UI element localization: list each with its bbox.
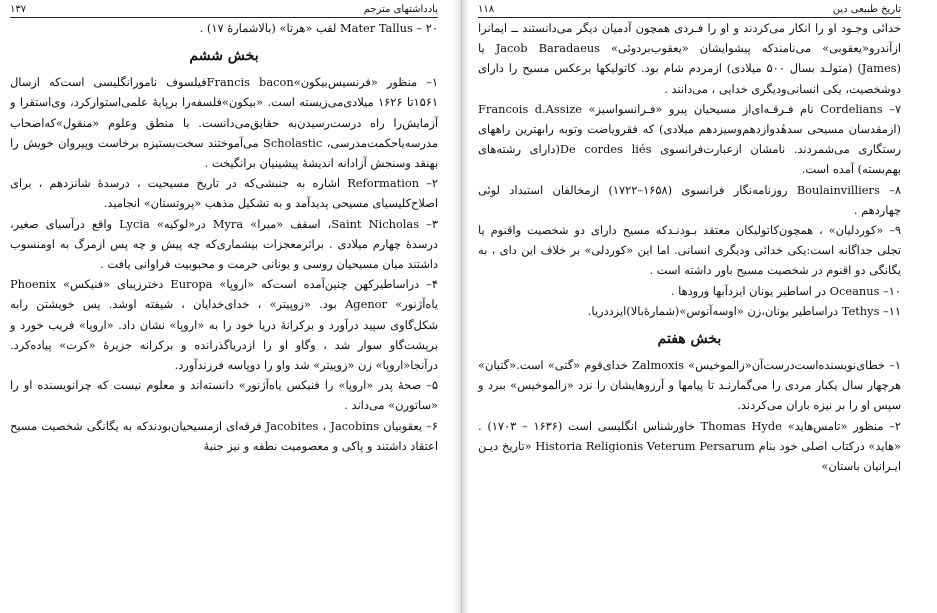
footnote-paragraph: ۶– یعقوبیان Jacobites ، Jacobins فرقه‌ای ازمسیحیان‌بودندکه به یگانگی شخصیت مسیح اعتقاد داشتند و پاکی و معصومیت نطفه و نیز جنبهٔ [10,418,438,453]
footnote-paragraph: ۳– Saint Nicholas، اسقف «میرا» Myra در«لوکیه» Lycia واقع درآسیای صغیر، درسدهٔ چهارم میلادی . براثرمعجزات بیشماری‌که چه پیش و چه پس ازمرگ به اومنسوب داشتند میان مسیحیان روسی و یونانی حرمت و محبوبیت فراوانی یافت . [10,216,438,272]
left-running-title: یادداشتهای مترجم [363,4,438,15]
right-running-title: تاریخ طبیعی دین [832,4,901,15]
footnote-paragraph: ۱۱– Tethys دراساطیر یونان،زن «اوسه‌آنوس»(شمارهٔ‌بالا)ایزددریا. [587,303,901,318]
section-heading: بخش هفتم [657,331,722,348]
footnote-paragraph: خدائی وجـود او را انکار می‌کردند و او را فـردی همچون آدمیان دیگر می‌دانستند ــ ایمانرا ازآندرو«یعقوبی» می‌نامندکه پیشوایشان «یعقوب‌بردوئی» Jacob Baradaeus یا (James) (متولـد بسال ۵۰۰ میلادی) ازمردم شام بود. کاتولیکها برعکس مسیح را دارای دوشخصیت، یکی انسانی‌ودیگری خدایی ، می‌دانند . [478,21,901,96]
left-page [0,0,452,613]
footnote-paragraph: ۹– «کوردلیان» ، همچون‌کاتولیکان معتقد بـودنـدکه مسیح دارای دو شخصیت واقنوم یا تجلی جداگانه است:یکی خدائی ودیگری انسانی. اما این «کوردلی» بر خلاف این دای ، به یگانگی دو اقنوم در شخصیت مسیح باور داشته است . [478,223,901,278]
right-page-header [478,2,901,18]
footnote-paragraph: ۴– دراساطیرکهن چنین‌آمده است‌که «اروپا» Europa دخترزیبای «فنیکس» Phoenix یاه‌آژنور» Agenor بود. «زوپیتر» ، خدای‌خدایان ، شیفته اوشد. پس خویشتن رابه شکل‌گاوی سپید درآورد و برکرانهٔ دریا خود را به «اروپا» نشان داد. «اروپا» فریب خورد و برپشت‌گاو سوار شد ، وگاو او را ازدریاگذرانده و برکرانه جزیرهٔ «کرت» پیاده‌کرد. درآنجا«اروپا» زن «زوپیتر» شد واو را دوپاسه فرزندآورد. [10,277,439,373]
footnote-paragraph: ۲– منظور «تامس‌هاید» Thomas Hyde خاورشناس انگلیسی است (۱۶۳۶ – ۱۷۰۳) . «هاید» درکتاب اصلی خود بنام Historia Religionis Veterum Persarum «تاریخ دیـن ایـرانیان باستان» [478,418,901,474]
right-page-number: ۱۱۸ [478,4,495,15]
left-page-number: ۱۳۷ [10,4,27,15]
footnote-paragraph: ۱– خطای‌نویسنده‌است‌درست‌آن‌«زالموخیس» Zalmoxis خدای‌قوم «گتی» است.«گتیان» هرچهار سال یکبار مردی را می‌گمارنـد تا پیامها و آرزوهایشان را نزد «زالموخیس» ببرد و سپس او را بر نیزه باران می‌کردند. [478,358,901,413]
footnote-paragraph: ۲۰ – Mater Tallus لقب «هرتا» (بالاشمارهٔ ۱۷) . [199,21,438,35]
section-heading: بخش ششم [189,48,259,65]
footnote-paragraph: ۲– Reformation اشاره به جنبشی‌که در تاریخ مسیحیت ، درسدهٔ شانزدهم ، برای اصلاح‌کلیسیای مسیحی پدیدآمد و به تشکیل مذهب «پروتستان» انجامید. [10,176,438,211]
footnote-paragraph: ۷– Cordelians نام فـرقـه‌ای‌از مسیحیان پیرو «فـرانسواسیز» Francois d.Assize (ازمقدسان مسیحی سدهٔدوازدهم‌وسیزدهم میلادی) که فقرویاضت وتوبه رابهترین راههای رستگاری می‌شمردند. نامشان ازعبارت‌فرانسوی De cordes liés(دارای رشته‌های بهم‌بسته) آمده است. [478,101,901,177]
footnote-paragraph: ۱۰– Oceanus در اساطیر یونان ایزدآبها ورودها . [670,283,901,298]
right-page-content [478,18,901,476]
left-page-header [10,2,438,18]
footnote-paragraph: ۱– منظور «فرنسیس‌بیکون»Francis bacon‌فیلسوف نامورانگلیسی است‌که ازسال ۱۵۶۱تا ۱۶۲۶ میلادی‌می‌زیسته است. «بیکون»فلسفه‌را برپایهٔ علمی‌استوارکرد، وی‌استقرا و آزمایش‌را راه درست‌رسیدن‌به حقایق‌می‌دانست. با منطق وعلوم «منقول»که‌اصحاب مدرسه‌یاحکمت‌مدرسی، Scholastic می‌آموختند سخت‌بستیزه برخاست وپیروان خویش را بهنقد وسنجش آزادانه اندیشهٔ پیشینیان برانگیخت . [10,75,439,171]
footnote-paragraph: ۵– صحهٔ پدر «اروپا» را فنیکس یاه‌آژنور» دانسته‌اند و معلوم نیست که چرانویسنده او را «ساتورن» می‌داند . [10,378,438,413]
footnote-paragraph: ۸– Boulainvilliers روزنامه‌نگار فرانسوی (۱۶۵۸–۱۷۲۲) ازمخالفان استبداد لوئی چهاردهم . [478,182,901,217]
left-page-content [10,18,438,456]
right-page [470,0,937,613]
book-gutter [452,0,470,613]
